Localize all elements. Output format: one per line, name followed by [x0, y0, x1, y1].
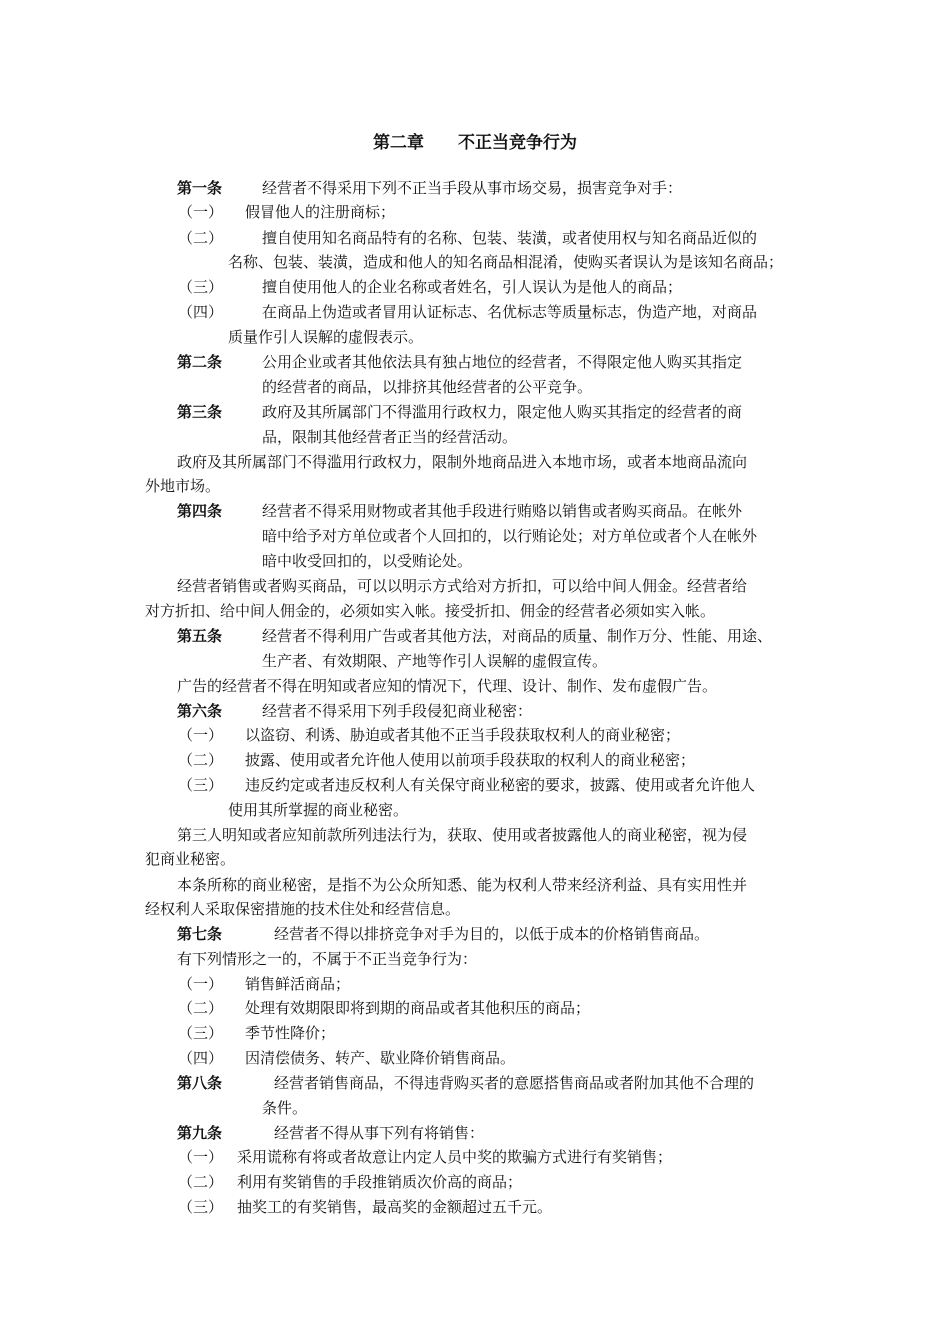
article-9-item-text: 抽奖工的有奖销售，最高奖的金额超过五千元。: [237, 1198, 553, 1216]
article-9-item-num: （一）: [178, 1148, 224, 1166]
article-4-label: 第四条: [177, 502, 223, 520]
article-1-item-num: （二）: [178, 229, 224, 247]
article-6-item-text: 使用其所掌握的商业秘密。: [228, 801, 409, 819]
article-9-item-num: （二）: [178, 1173, 224, 1191]
article-1-label: 第一条: [177, 179, 223, 197]
article-7-item-num: （四）: [178, 1049, 224, 1067]
article-1-item-num: （四）: [178, 303, 224, 321]
article-9-item-text: 采用谎称有将或者故意让内定人员中奖的欺骗方式进行有奖销售；: [237, 1148, 673, 1166]
article-6-paragraph: 第三人明知或者应知前款所列违法行为，获取、使用或者披露他人的商业秘密，视为侵: [177, 826, 748, 844]
article-6-item-text: 违反约定或者违反权利人有关保守商业秘密的要求，披露、使用或者允许他人: [245, 776, 756, 794]
article-4-paragraph: 对方折扣、给中间人佣金的，必须如实入帐。接受折扣、佣金的经营者必须如实入帐。: [145, 602, 716, 620]
article-3-paragraph: 政府及其所属部门不得滥用行政权力，限制外地商品进入本地市场，或者本地商品流向: [177, 453, 748, 471]
article-6-label: 第六条: [177, 702, 223, 720]
article-7-text: 经营者不得以排挤竞争对手为目的，以低于成本的价格销售商品。: [274, 925, 710, 943]
article-1-item-text: 质量作引人误解的虚假表示。: [228, 328, 424, 346]
article-7-item-text: 销售鲜活商品；: [245, 975, 351, 993]
article-8-label: 第八条: [177, 1074, 223, 1092]
article-9-item-text: 利用有奖销售的手段推销质次价高的商品；: [237, 1173, 523, 1191]
article-7-item-num: （二）: [178, 999, 224, 1017]
chapter-title: 不正当竞争行为: [458, 133, 577, 153]
article-6-item-num: （二）: [178, 751, 224, 769]
article-4-text: 暗中给予对方单位或者个人回扣的，以行贿论处；对方单位或者个人在帐外: [262, 527, 758, 545]
article-1-item-num: （一）: [178, 203, 224, 221]
article-7-item-num: （一）: [178, 975, 224, 993]
article-2-label: 第二条: [177, 353, 223, 371]
article-3-paragraph: 外地市场。: [145, 477, 221, 495]
article-2-text: 的经营者的商品，以排挤其他经营者的公平竞争。: [262, 378, 593, 396]
article-6-paragraph: 犯商业秘密。: [145, 850, 236, 868]
article-6-item-text: 披露、使用或者允许他人使用以前项手段获取的权利人的商业秘密；: [245, 751, 696, 769]
article-9-label: 第九条: [177, 1124, 223, 1142]
article-1-text: 经营者不得采用下列不正当手段从事市场交易，损害竞争对手：: [262, 179, 683, 197]
article-6-paragraph: 经权利人采取保密措施的技术住处和经营信息。: [145, 900, 461, 918]
article-6-paragraph: 本条所称的商业秘密，是指不为公众所知悉、能为权利人带来经济利益、具有实用性并: [177, 876, 748, 894]
article-1-item-text: 在商品上伪造或者冒用认证标志、名优标志等质量标志，伪造产地，对商品: [262, 303, 758, 321]
article-9-item-num: （三）: [178, 1198, 224, 1216]
article-6-text: 经营者不得采用下列手段侵犯商业秘密：: [262, 702, 533, 720]
article-4-text: 经营者不得采用财物或者其他手段进行贿赂以销售或者购买商品。在帐外: [262, 502, 743, 520]
article-3-text: 品，限制其他经营者正当的经营活动。: [262, 428, 518, 446]
article-7-item-text: 处理有效期限即将到期的商品或者其他积压的商品；: [245, 999, 591, 1017]
article-7-paragraph: 有下列情形之一的，不属于不正当竞争行为：: [177, 950, 478, 968]
article-6-item-text: 以盗窃、利诱、胁迫或者其他不正当手段获取权利人的商业秘密；: [245, 726, 681, 744]
article-5-text: 生产者、有效期限、产地等作引人误解的虚假宣传。: [262, 652, 608, 670]
article-6-item-num: （三）: [178, 776, 224, 794]
chapter-number: 第二章: [373, 133, 424, 153]
article-8-text: 经营者销售商品，不得违背购买者的意愿搭售商品或者附加其他不合理的: [274, 1074, 755, 1092]
article-7-label: 第七条: [177, 925, 223, 943]
article-6-item-num: （一）: [178, 726, 224, 744]
chapter-heading: [0, 128, 950, 153]
article-3-text: 政府及其所属部门不得滥用行政权力，限定他人购买其指定的经营者的商: [262, 403, 743, 421]
article-1-item-text: 擅自使用知名商品特有的名称、包装、装潢，或者使用权与知名商品近似的: [262, 229, 758, 247]
article-7-item-text: 季节性降价；: [245, 1024, 336, 1042]
article-5-text: 经营者不得利用广告或者其他方法，对商品的质量、制作万分、性能、用途、: [262, 627, 773, 645]
article-1-item-text: 假冒他人的注册商标；: [245, 203, 396, 221]
article-5-label: 第五条: [177, 627, 223, 645]
article-1-item-num: （三）: [178, 278, 224, 296]
article-4-text: 暗中收受回扣的，以受贿论处。: [262, 552, 473, 570]
article-1-item-text: 擅自使用他人的企业名称或者姓名，引人误认为是他人的商品；: [262, 278, 683, 296]
article-4-paragraph: 经营者销售或者购买商品，可以以明示方式给对方折扣，可以给中间人佣金。经营者给: [177, 577, 748, 595]
article-8-text: 条件。: [262, 1099, 308, 1117]
article-2-text: 公用企业或者其他依法具有独占地位的经营者，不得限定他人购买其指定: [262, 353, 743, 371]
article-7-item-text: 因清偿债务、转产、歇业降价销售商品。: [245, 1049, 516, 1067]
article-5-paragraph: 广告的经营者不得在明知或者应知的情况下，代理、设计、制作、发布虚假广告。: [177, 677, 718, 695]
article-1-item-text: 名称、包装、装潢，造成和他人的知名商品相混淆，使购买者误认为是该知名商品；: [228, 253, 784, 271]
article-3-label: 第三条: [177, 403, 223, 421]
article-9-text: 经营者不得从事下列有将销售：: [274, 1124, 485, 1142]
article-7-item-num: （三）: [178, 1024, 224, 1042]
